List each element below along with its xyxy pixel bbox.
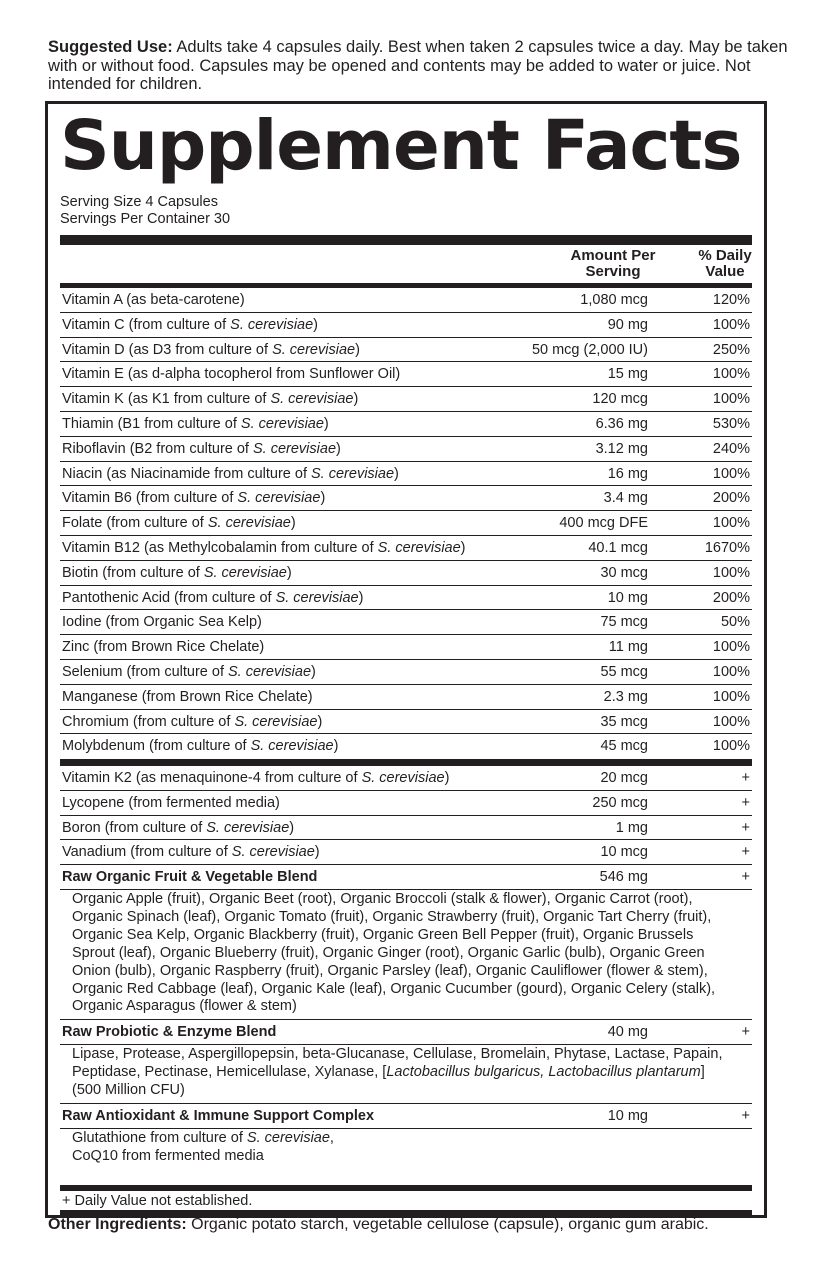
vitamin-amount: 1,080 mcg [580,292,648,308]
vitamin-name-suffix: ) [320,490,326,507]
thick-divider-bottom [60,1185,752,1191]
vitamin-name-suffix: ) [358,589,364,606]
vitamin-row [60,610,752,635]
vitamin-name-italic: S. cerevisiae [270,391,354,408]
antioxidant-line1-post: , [329,1129,334,1146]
vitamin-name [62,338,360,362]
vitamin-daily-value: 100% [712,316,750,333]
vitamin-name [62,387,358,411]
probiotic-blend-dv: + [741,1024,750,1041]
vitamin-name [62,586,363,610]
amount-header-line1: Amount Per [570,247,656,264]
other-name-text: Boron (from culture of [62,819,207,836]
vitamin-daily-value: 100% [712,639,750,656]
vitamin-name-suffix: ) [323,415,329,432]
other-row [60,766,752,791]
panel-title: Supplement Facts [60,106,742,186]
vitamin-daily-value: 100% [712,738,750,755]
vitamin-name [62,710,322,734]
other-row [60,816,752,841]
vitamin-daily-value: 240% [712,440,750,457]
vitamin-name [62,536,466,560]
vitamin-daily-value: 100% [712,366,750,383]
vitamin-name-text: Pantothenic Acid (from culture of [62,589,276,606]
vitamin-name [62,437,341,461]
probiotic-blend-ingredients [60,1045,752,1104]
fruit-blend-row [60,865,752,890]
serving-size: Serving Size 4 Capsules [60,194,218,210]
other-row [60,791,752,816]
vitamin-daily-value: 1670% [704,539,750,556]
vitamin-name-text: Thiamin (B1 from culture of [62,415,241,432]
vitamin-name-text: Vitamin B12 (as Methylcobalamin from culture of [62,539,378,556]
vitamin-row [60,660,752,685]
other-name [62,791,280,815]
vitamin-name-italic: S. cerevisiae [237,490,321,507]
vitamin-amount: 2.3 mg [603,688,648,705]
vitamin-name-italic: S. cerevisiae [311,465,395,482]
vitamin-daily-value: 120% [712,292,750,308]
vitamin-name [62,362,400,386]
other-name [62,766,449,790]
antioxidant-line1 [72,1130,732,1148]
antioxidant-blend-row [60,1104,752,1129]
vitamin-name-text: Vitamin B6 (from culture of [62,490,238,507]
vitamin-row [60,586,752,611]
amount-header-line2: Serving [585,263,641,280]
antioxidant-blend-amount: 10 mg [607,1107,648,1124]
vitamin-daily-value: 100% [712,713,750,730]
fruit-blend-ingredients: Organic Apple (fruit), Organic Beet (root), Organic Broccoli (stalk & flower), Organic Carrot (root), Organic Spinach (leaf), Organic Tomato (fruit), Organic Strawberry (fruit), Organic Tart Cherry (fruit), Organic Sea Kelp, Organic Blackberry (fruit), Organic Green Bell Pepper (fruit), Organic Brussels Sprout (leaf), Organic Blueberry (fruit), Organic Ginger (root), Organic Garlic (bulb), Organic Green Onion (bulb), Organic Raspberry (fruit), Organic Parsley (leaf), Organic Cauliflower (flower & stem), Organic Red Cabbage (leaf), Organic Kale (leaf), Organic Cucumber (gourd), Organic Celery (stalk), Organic Asparagus (flower & stem) [60,890,752,1020]
vitamin-name-text: Manganese (from Brown Rice Chelate) [62,688,313,705]
vitamin-name-suffix: ) [336,440,341,457]
vitamin-name-italic: S. cerevisiae [207,515,291,532]
other-ingredients [48,1216,709,1234]
vitamin-row [60,412,752,437]
vitamin-row [60,511,752,536]
vitamin-name [62,685,313,709]
vitamin-row [60,685,752,710]
vitamin-name-italic: S. cerevisiae [253,440,337,457]
other-amount: 1 mg [615,819,648,836]
vitamin-amount: 11 mg [608,639,648,656]
vitamin-name [62,462,399,486]
vitamin-name-italic: S. cerevisiae [377,539,461,556]
vitamin-name-italic: S. cerevisiae [228,663,312,680]
vitamin-name [62,511,296,535]
vitamin-amount: 10 mg [607,589,648,606]
vitamin-daily-value: 100% [712,515,750,532]
other-name [62,840,320,864]
dv-header-line1: % Daily [698,247,752,264]
vitamin-name-italic: S. cerevisiae [272,341,356,358]
vitamin-row [60,338,752,363]
vitamin-row [60,536,752,561]
probiotic-blend-amount: 40 mg [607,1024,648,1041]
vitamin-name [62,486,325,510]
vitamin-daily-value: 100% [712,465,750,482]
probiotic-ingredients-pre: Lipase, Protease, Aspergillopepsin, beta-Glucanase, Cellulase, Bromelain, Phytase, Lactase, Papain, Peptidase, Pectinase, Hemicellulase, Xylanase, [ [72,1046,723,1081]
other-name-text: Vanadium (from culture of [62,844,232,861]
vitamin-row [60,635,752,660]
vitamin-row [60,387,752,412]
suggested-use-text: Adults take 4 capsules daily. Best when taken 2 capsules twice a day. May be taken with or without food. Capsules may be opened and contents may be added to water or juice. Not intended for children. [48,38,788,93]
vitamin-name-suffix: ) [313,316,319,333]
other-rows [60,766,752,1168]
other-nutrient-list [60,766,752,865]
vitamin-amount: 40.1 mcg [588,539,648,556]
other-daily-value: + [741,819,750,836]
vitamin-name-text: Vitamin K (as K1 from culture of [62,391,271,408]
vitamin-name-text: Selenium (from culture of [62,663,229,680]
vitamin-name-suffix: ) [355,341,360,358]
vitamin-amount: 55 mcg [600,663,648,680]
suggested-use-label: Suggested Use: [48,38,173,56]
amount-per-serving-header [554,248,672,280]
vitamin-row [60,462,752,487]
other-name-text: Vitamin K2 (as menaquinone-4 from culture of [62,770,362,786]
vitamin-daily-value: 530% [712,415,750,432]
vitamin-amount: 50 mcg (2,000 IU) [531,341,648,358]
vitamin-name [62,610,262,634]
antioxidant-blend-name: Raw Antioxidant & Immune Support Complex [62,1107,375,1124]
other-name-italic: S. cerevisiae [361,770,445,786]
vitamin-name-text: Biotin (from culture of [62,564,204,581]
vitamin-amount: 30 mcg [600,564,648,581]
vitamin-name-suffix: ) [353,391,359,408]
other-daily-value: + [741,794,750,811]
other-name-suffix: ) [289,819,295,836]
other-daily-value: + [741,844,750,861]
vitamin-name-text: Molybdenum (from culture of [62,738,251,755]
other-name-italic: S. cerevisiae [231,844,315,861]
vitamin-row [60,362,752,387]
vitamin-name [62,635,264,659]
fruit-blend-amount: 546 mg [599,869,648,886]
fruit-blend-dv: + [741,869,750,886]
antioxidant-line1-italic: S. cerevisiae [246,1129,330,1146]
probiotic-blend-name: Raw Probiotic & Enzyme Blend [62,1024,277,1041]
vitamin-name-text: Niacin (as Niacinamide from culture of [62,465,312,482]
vitamin-daily-value: 100% [712,663,750,680]
other-name-text: Lycopene (from fermented media) [62,794,280,811]
vitamin-name [62,561,292,585]
vitamin-row [60,710,752,735]
vitamin-amount: 400 mcg DFE [559,515,648,532]
vitamin-row [60,561,752,586]
supplement-facts-panel [45,101,767,1218]
vitamin-name-text: Zinc (from Brown Rice Chelate) [62,639,265,656]
vitamin-name-suffix: ) [311,663,316,680]
vitamin-name-text: Iodine (from Organic Sea Kelp) [62,614,262,631]
vitamin-amount: 15 mg [607,366,648,383]
suggested-use [48,38,788,94]
other-ingredients-label: Other Ingredients: [48,1216,187,1233]
vitamin-name-text: Chromium (from culture of [62,713,235,730]
fruit-blend-name: Raw Organic Fruit & Vegetable Blend [62,869,318,886]
vitamin-name-text: Folate (from culture of [62,515,208,532]
vitamin-amount: 3.4 mg [603,490,648,507]
vitamin-name [62,660,316,684]
vitamin-name-text: Vitamin C (from culture of [62,316,231,333]
vitamin-amount: 75 mcg [600,614,648,631]
other-amount: 250 mcg [592,794,648,811]
probiotic-blend-row [60,1020,752,1045]
probiotic-ingredients-post: ] (500 Million CFU) [72,1064,705,1098]
other-name-suffix: ) [314,844,320,861]
vitamin-name-suffix: ) [290,515,296,532]
other-name-italic: S. cerevisiae [206,819,290,836]
vitamin-name-italic: S. cerevisiae [250,738,334,755]
antioxidant-line1-pre: Glutathione from culture of [72,1129,247,1146]
vitamin-daily-value: 250% [712,341,750,358]
vitamin-amount: 6.36 mg [595,415,648,432]
vitamin-daily-value: 50% [720,614,750,631]
dv-header-line2: Value [705,263,745,280]
vitamin-name [62,734,338,758]
vitamin-daily-value: 100% [712,391,750,408]
servings-per-container: Servings Per Container 30 [60,211,231,227]
probiotic-ingredients-italic: Lactobacillus bulgaricus, Lactobacillus plantarum [386,1064,701,1081]
vitamin-row [60,734,752,759]
antioxidant-blend-ingredients [60,1129,752,1169]
other-name-suffix: ) [444,770,450,786]
daily-value-footnote: + Daily Value not established. [62,1193,253,1209]
vitamin-name-italic: S. cerevisiae [234,713,318,730]
vitamin-amount: 16 mg [607,465,648,482]
antioxidant-blend-dv: + [741,1107,750,1124]
vitamin-name-text: Vitamin D (as D3 from culture of [62,341,273,358]
other-amount: 10 mcg [600,844,648,861]
vitamin-name-text: Vitamin A (as beta-carotene) [62,292,245,308]
vitamin-name-italic: S. cerevisiae [275,589,359,606]
vitamin-name-italic: S. cerevisiae [203,564,287,581]
other-row [60,840,752,865]
vitamin-name-text: Riboflavin (B2 from culture of [62,440,253,457]
vitamin-daily-value: 200% [712,490,750,507]
vitamin-name [62,412,329,436]
vitamin-daily-value: 200% [712,589,750,606]
vitamin-name-italic: S. cerevisiae [230,316,314,333]
antioxidant-line2: CoQ10 from fermented media [72,1147,264,1164]
vitamin-row [60,437,752,462]
vitamin-amount: 45 mcg [600,738,648,755]
vitamin-name [62,288,245,312]
thick-divider-top [60,235,752,245]
vitamin-rows [60,288,752,759]
medium-divider-mid [60,759,752,766]
vitamin-row [60,288,752,313]
vitamin-name-suffix: ) [333,738,339,755]
vitamin-name-suffix: ) [286,564,292,581]
vitamin-name [62,313,318,337]
vitamin-amount: 3.12 mg [595,440,648,457]
vitamin-amount: 120 mcg [592,391,648,408]
vitamin-daily-value: 100% [712,564,750,581]
other-amount: 20 mcg [600,770,648,786]
vitamin-name-italic: S. cerevisiae [240,415,324,432]
daily-value-header [688,248,762,280]
vitamin-name-suffix: ) [460,539,466,556]
vitamin-name-text: Vitamin E (as d-alpha tocopherol from Sunflower Oil) [62,366,401,383]
other-ingredients-text: Organic potato starch, vegetable cellulose (capsule), organic gum arabic. [186,1216,709,1233]
other-name [62,816,294,840]
vitamin-row [60,313,752,338]
vitamin-row [60,486,752,511]
vitamin-amount: 35 mcg [600,713,648,730]
vitamin-daily-value: 100% [712,688,750,705]
vitamin-amount: 90 mg [607,316,648,333]
vitamin-name-suffix: ) [394,465,399,482]
vitamin-name-suffix: ) [317,713,323,730]
other-daily-value: + [741,770,750,786]
